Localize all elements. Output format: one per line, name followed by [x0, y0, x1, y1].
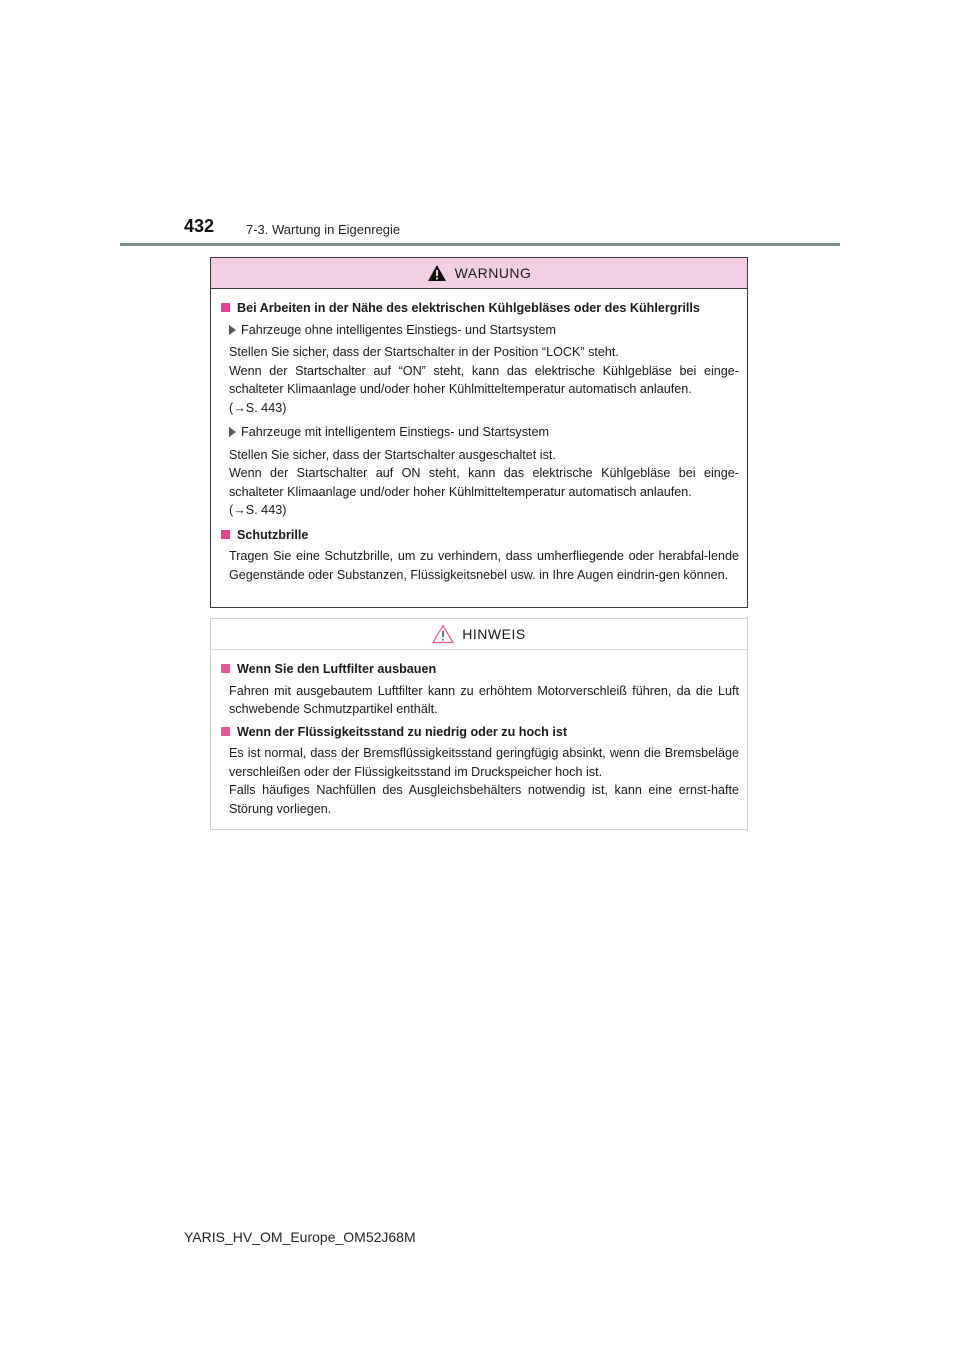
sub-item-text: Fahrzeuge mit intelligentem Einstiegs- und Startsystem	[241, 425, 549, 439]
note-title: HINWEIS	[462, 626, 526, 642]
sub-item-text: Fahrzeuge ohne intelligentes Einstiegs- und Startsystem	[241, 322, 557, 337]
warning-heading-cooling-fan	[221, 299, 739, 318]
paragraph: Fahren mit ausgebautem Luftfilter kann zu erhöhtem Motorverschleiß führen, da die Luft schwebende Schmutzpartikel enthält.	[229, 683, 739, 716]
note-heading-air-filter	[221, 660, 739, 679]
paragraph: Falls häufiges Nachfüllen des Ausgleichsbehälters notwendig ist, kann eine ernst-hafte Störung vorliegen.	[229, 783, 739, 816]
sub-item-with-smart-key	[229, 423, 739, 442]
square-bullet-icon	[221, 727, 230, 736]
square-bullet-icon	[221, 530, 230, 539]
warning-body	[211, 289, 747, 584]
warning-heading-safety-glasses	[221, 526, 739, 545]
note-box	[210, 618, 748, 830]
warning-box	[210, 257, 748, 608]
paragraph: Wenn der Startschalter auf “ON” steht, kann das elektrische Kühlgebläse bei einge-schalteter Klimaanlage und/oder hoher Kühlmitteltemperatur automatisch anlaufen.	[229, 363, 739, 396]
paragraph: Stellen Sie sicher, dass der Startschalter ausgeschaltet ist.	[229, 447, 556, 462]
note-heading-fluid-level	[221, 723, 739, 742]
paragraph: Stellen Sie sicher, dass der Startschalter in der Position “LOCK” steht.	[229, 345, 619, 359]
paragraph: Es ist normal, dass der Bremsflüssigkeitsstand geringfügig absinkt, wenn die Bremsbeläge verschleißen oder der Flüssigkeitsstand im Druckspeicher hoch ist.	[229, 746, 739, 779]
page-reference: (→S. 443)	[229, 400, 287, 415]
triangle-bullet-icon	[229, 325, 236, 335]
note-header	[211, 619, 747, 650]
page-reference: (→S. 443)	[229, 503, 287, 517]
footer-document-id: YARIS_HV_OM_Europe_OM52J68M	[184, 1229, 416, 1245]
page-number: 432	[184, 216, 215, 236]
heading-text: Wenn Sie den Luftfilter ausbauen	[237, 662, 437, 676]
paragraph: Wenn der Startschalter auf ON steht, kann das elektrische Kühlgebläse bei einge-schalteter Klimaanlage und/oder hoher Kühlmitteltemperatur automatisch anlaufen.	[229, 466, 739, 499]
note-body	[211, 650, 747, 818]
heading-text: Wenn der Flüssigkeitsstand zu niedrig oder zu hoch ist	[237, 724, 568, 739]
warning-triangle-icon	[427, 264, 447, 282]
heading-text: Schutzbrille	[237, 527, 309, 542]
caution-triangle-outline-icon	[432, 624, 454, 644]
warning-title: WARNUNG	[454, 265, 532, 281]
header-divider	[120, 243, 840, 246]
warning-header	[211, 258, 747, 289]
square-bullet-icon	[221, 303, 230, 312]
paragraph: Tragen Sie eine Schutzbrille, um zu verhindern, dass umherfliegende oder herabfal-lende Gegenstände oder Substanzen, Flüssigkeitsnebel usw. in Ihre Augen eindrin-gen können.	[229, 549, 739, 582]
section-title: 7-3. Wartung in Eigenregie	[246, 222, 401, 237]
square-bullet-icon	[221, 664, 230, 673]
sub-item-without-smart-key	[229, 321, 739, 340]
heading-text: Bei Arbeiten in der Nähe des elektrischen Kühlgebläses oder des Kühlergrills	[237, 301, 700, 315]
triangle-bullet-icon	[229, 427, 236, 437]
